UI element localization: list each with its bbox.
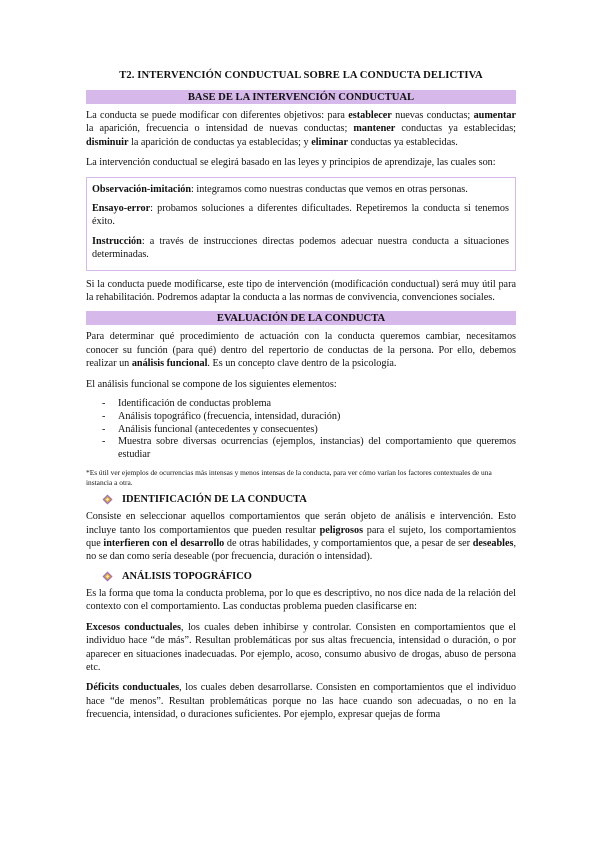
text-run: conductas ya establecidas; [395, 123, 516, 135]
keyword-disminuir: disminuir [86, 136, 129, 148]
text-run: la aparición, frecuencia o intensidad de nuevas conductas; [86, 123, 354, 135]
list-item [86, 436, 516, 462]
subheading-text: IDENTIFICACIÓN DE LA CONDUCTA [122, 494, 307, 506]
section-heading-evaluacion: EVALUACIÓN DE LA CONDUCTA [86, 311, 516, 325]
text-run: Para determinar qué procedimiento de actuación con la conducta queremos cambiar, necesitamos conocer su función (para qué) dentro del repertorio de conductas de la persona. Por ello, debemos realizar un [86, 331, 516, 370]
list-item [86, 398, 516, 411]
paragraph-topografico: Es la forma que toma la conducta problema, por lo que es descriptivo, no nos dice nada de la relación del contexto con el comportamiento. Las conductas problema pueden clasificarse en: [86, 587, 516, 613]
paragraph-deficits [86, 681, 516, 721]
keyword-interfieren: interfieren con el desarrollo [103, 538, 225, 550]
principle-text: : integramos como nuestras conductas que vemos en otras personas. [191, 183, 468, 195]
paragraph-excesos [86, 621, 516, 675]
paragraph-identificacion [86, 510, 516, 564]
text-run: , los cuales deben desarrollarse. Consisten en comportamientos que el individuo hace “de menos”. Resultan problemáticas porque no las hace cuando son adecuadas, o no en la frecuencia, intensidad, o duraciones suficientes. Por ejemplo, expresar quejas de forma [86, 682, 516, 721]
keyword-eliminar: eliminar [311, 136, 348, 148]
footnote-ejemplos: *Es útil ver ejemplos de ocurrencias más intensas y menos intensas de la conducta, para ver cómo varían los factores contextuales de una instancia a otra. [86, 468, 492, 487]
keyword-aumentar: aumentar [473, 110, 517, 121]
list-item [86, 411, 516, 424]
text-run: la aparición de conductas ya establecidas; y [128, 136, 312, 148]
list-item-text: Identificación de conductas problema [118, 398, 272, 410]
subheading-identificacion [102, 494, 516, 505]
list-item-text: Muestra sobre diversas ocurrencias (ejemplos, instancias) del comportamiento que queremos estudiar [118, 436, 516, 461]
principle-item [92, 202, 509, 229]
principles-box [86, 177, 516, 271]
text-run: La conducta se puede modificar con diferentes objetivos: para [86, 110, 349, 121]
keyword-establecer: establecer [348, 110, 392, 121]
paragraph-objectives [86, 109, 516, 149]
principle-item [92, 235, 509, 262]
keyword-excesos: Excesos conductuales [86, 621, 181, 633]
text-run: conductas ya establecidas. [347, 136, 458, 148]
principle-text: : a través de instrucciones directas podemos adecuar nuestra conducta a situaciones determinadas. [92, 235, 509, 261]
text-run: para el sujeto, los comportamientos que [86, 524, 516, 550]
dash-bullet: - [102, 423, 106, 435]
dash-bullet: - [102, 398, 106, 410]
document-title: T2. INTERVENCIÓN CONDUCTUAL SOBRE LA CONDUCTA DELICTIVA [119, 70, 483, 81]
list-item [86, 424, 516, 437]
principle-term: Instrucción [92, 235, 142, 247]
diamond-bullet-icon [102, 571, 113, 582]
principle-text: : probamos soluciones a diferentes dificultades. Repetiremos la conducta si tenemos éxito. [92, 203, 509, 228]
keyword-deficits: Déficits conductuales [86, 682, 180, 694]
text-run: nuevas conductas; [391, 110, 474, 121]
principle-term: Observación-imitación [92, 183, 192, 195]
principle-term: Ensayo-error [92, 203, 151, 215]
list-item-text: Análisis funcional (antecedentes y consecuentes) [118, 423, 318, 435]
paragraph-leyes: La intervención conductual se elegirá basado en las leyes y principios de aprendizaje, las cuales son: [86, 157, 496, 169]
paragraph-analisis-funcional [86, 330, 516, 370]
list-item-text: Análisis topográfico (frecuencia, intensidad, duración) [118, 410, 341, 422]
text-run: , no se dan como sería deseable (por frecuencia, duración o intensidad). [86, 538, 517, 563]
text-run: de otras habilidades, y comportamientos que, a pesar de ser [224, 538, 473, 550]
paragraph-elementos: El análisis funcional se compone de los siguientes elementos: [86, 378, 337, 390]
subheading-text: ANÁLISIS TOPOGRÁFICO [122, 570, 252, 582]
keyword-analisis-funcional: análisis funcional [131, 358, 208, 370]
paragraph-rehabilitacion: Si la conducta puede modificarse, este tipo de intervención (modificación conductual) será muy útil para la rehabilitación. Podremos adaptar la conducta a las normas de convivencia, convenciones sociales. [86, 278, 516, 304]
subheading-topografico [102, 571, 516, 582]
text-run: , los cuales deben inhibirse y controlar. Consisten en comportamientos que el individuo hace “de más”. Resultan problemáticas por sus altas frecuencia, intensidad o duración, o por aparecer en situaciones inadecuadas. Por ejemplo, acoso, consumo abusivo de drogas, abuso de persona etc. [86, 621, 517, 673]
text-run: Consiste en seleccionar aquellos comportamientos que serán objeto de análisis e intervención. Esto incluye tanto los comportamientos que pueden resultar [86, 511, 516, 536]
keyword-mantener: mantener [353, 123, 396, 135]
dash-bullet: - [102, 436, 106, 448]
principle-item [92, 183, 509, 196]
keyword-deseables: deseables [472, 538, 514, 550]
text-run: . Es un concepto clave dentro de la psicología. [207, 358, 397, 370]
keyword-peligrosos: peligrosos [319, 524, 364, 536]
dash-bullet: - [102, 410, 106, 422]
section-heading-base: BASE DE LA INTERVENCIÓN CONDUCTUAL [86, 90, 516, 104]
elements-list [86, 398, 516, 462]
diamond-bullet-icon [102, 494, 113, 505]
document-page [86, 70, 516, 729]
